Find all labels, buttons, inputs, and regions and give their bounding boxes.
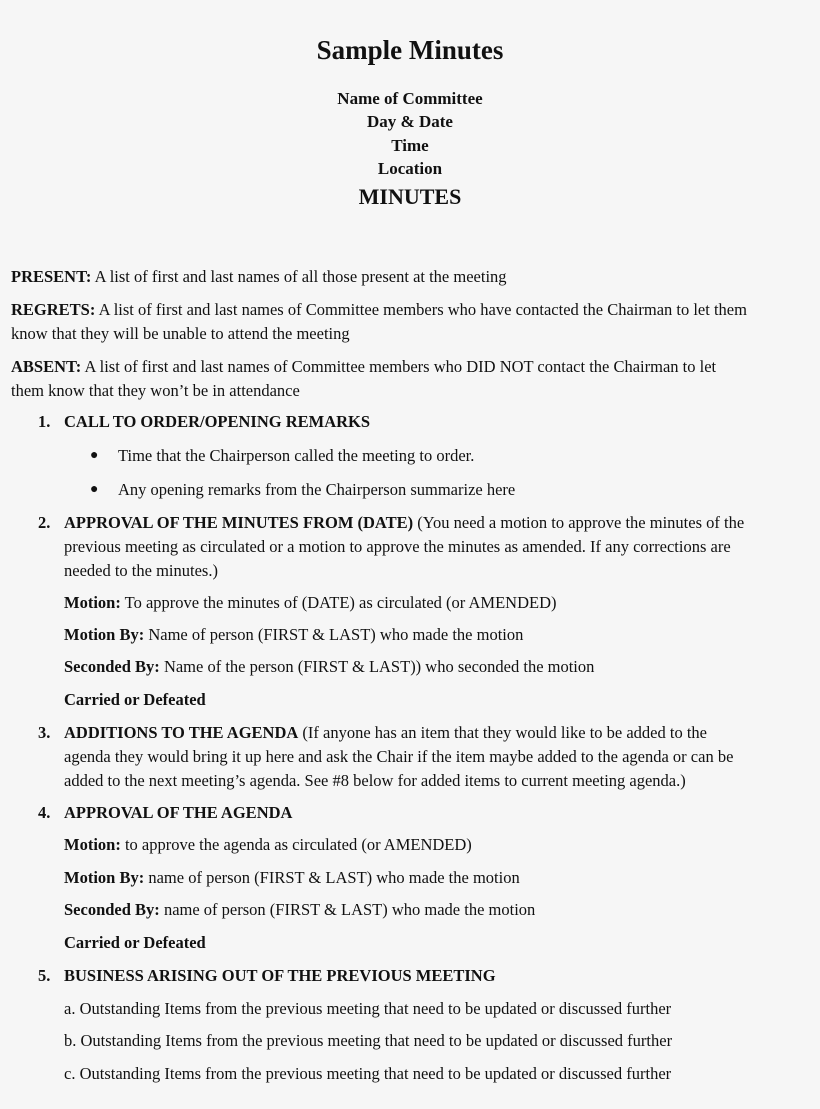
motion-by-line [64, 625, 523, 645]
absent-text-continued: them know that they won’t be in attendance [11, 381, 300, 400]
item-note: (You need a motion to approve the minutes of the [413, 513, 745, 532]
meeting-day-date: Day & Date [367, 112, 453, 131]
list-item: a. Outstanding Items from the previous meeting that need to be updated or discussed further [64, 999, 672, 1018]
bullet-icon: ● [90, 482, 99, 497]
absent-paragraph [11, 355, 716, 403]
seconded-by-text: Name of the person (FIRST & LAST)) who seconded the motion [159, 657, 595, 676]
item-note-line: agenda they would bring it up here and ask the Chair if the item maybe added to the agenda or can be [64, 747, 734, 766]
present-paragraph [11, 265, 507, 289]
motion-result: Carried or Defeated [64, 690, 206, 709]
motion-label: Motion: [64, 593, 121, 612]
item-note-line: added to the next meeting’s agenda. See #8 below for added items to current meeting agenda.) [64, 771, 686, 790]
list-item: c. Outstanding Items from the previous meeting that need to be updated or discussed further [64, 1064, 672, 1083]
minutes-heading: MINUTES [358, 184, 462, 209]
list-item: b. Outstanding Items from the previous meeting that need to be updated or discussed further [64, 1031, 673, 1050]
regrets-text-continued: know that they will be unable to attend the meeting [11, 324, 350, 343]
motion-by-label: Motion By: [64, 625, 145, 644]
absent-text: A list of first and last names of Committee members who DID NOT contact the Chairman to let [81, 357, 717, 376]
absent-label: ABSENT: [11, 357, 82, 376]
item-note-line: needed to the minutes.) [64, 561, 218, 580]
present-label: PRESENT: [11, 267, 92, 286]
item-heading-line [64, 513, 744, 533]
meeting-location: Location [377, 159, 443, 178]
item-heading: CALL TO ORDER/OPENING REMARKS [64, 412, 371, 431]
motion-text: To approve the minutes of (DATE) as circulated (or AMENDED) [120, 593, 557, 612]
item-heading: BUSINESS ARISING OUT OF THE PREVIOUS MEETING [64, 966, 496, 985]
item-number: 2. [38, 513, 51, 532]
motion-label: Motion: [64, 835, 121, 854]
motion-by-text: Name of person (FIRST & LAST) who made the motion [144, 625, 524, 644]
motion-by-text: name of person (FIRST & LAST) who made the motion [144, 868, 520, 887]
regrets-label: REGRETS: [11, 300, 96, 319]
regrets-paragraph [11, 298, 747, 346]
motion-text: to approve the agenda as circulated (or AMENDED) [120, 835, 472, 854]
item-heading-line [64, 723, 707, 743]
seconded-by-label: Seconded By: [64, 657, 160, 676]
seconded-by-text: name of person (FIRST & LAST) who made the motion [159, 900, 536, 919]
item-heading: ADDITIONS TO THE AGENDA [64, 723, 299, 742]
item-number: 3. [38, 723, 51, 742]
seconded-by-line [64, 657, 594, 677]
item-number: 4. [38, 803, 51, 822]
list-item: Time that the Chairperson called the meeting to order. [118, 446, 475, 465]
present-text: A list of first and last names of all those present at the meeting [91, 267, 507, 286]
regrets-text: A list of first and last names of Committee members who have contacted the Chairman to let them [95, 300, 747, 319]
document-title: Sample Minutes [316, 35, 504, 65]
bullet-icon: ● [90, 448, 99, 463]
seconded-by-line [64, 900, 535, 920]
item-heading: APPROVAL OF THE MINUTES FROM (DATE) [64, 513, 414, 532]
motion-line [64, 593, 557, 613]
motion-by-line [64, 868, 520, 888]
motion-result: Carried or Defeated [64, 933, 206, 952]
item-note: (If anyone has an item that they would like to be added to the [298, 723, 707, 742]
item-note-line: previous meeting as circulated or a motion to approve the minutes as amended. If any corrections are [64, 537, 731, 556]
item-number: 5. [38, 966, 51, 985]
meeting-time: Time [391, 136, 429, 155]
item-number: 1. [38, 412, 51, 431]
motion-line [64, 835, 472, 855]
seconded-by-label: Seconded By: [64, 900, 160, 919]
item-heading: APPROVAL OF THE AGENDA [64, 803, 293, 822]
list-item: Any opening remarks from the Chairperson summarize here [118, 480, 516, 499]
motion-by-label: Motion By: [64, 868, 145, 887]
committee-name: Name of Committee [337, 89, 483, 108]
